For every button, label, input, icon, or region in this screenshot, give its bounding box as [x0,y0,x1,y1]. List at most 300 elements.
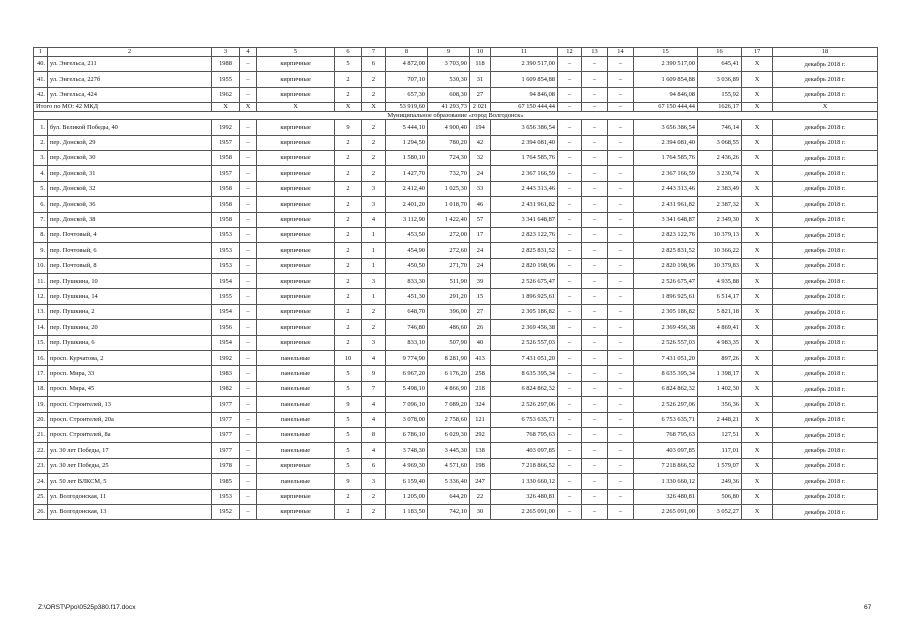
cell-c14: – [608,150,634,165]
cell-c16: 2 349,30 [698,212,742,227]
cell-cost: 1 764 585,76 [491,150,558,165]
cell-ent: 3 [362,335,386,350]
table-row [34,135,878,150]
cell-cost: 2 526 557,03 [491,335,558,350]
cell-mat: кирпичные [257,166,335,181]
cell-fl: 2 [335,135,362,150]
cell-c17: X [742,443,773,458]
cell-fl: 5 [335,366,362,381]
cell-c18: декабрь 2018 г. [773,366,878,381]
cell-c4: – [240,227,257,242]
cell-c17: X [742,412,773,427]
total-cell-c16: 1626,17 [698,103,742,112]
cell-res: 292 [470,427,491,442]
cell-c18: декабрь 2018 г. [773,181,878,196]
cell-c18: декабрь 2018 г. [773,458,878,473]
cell-n: 8. [34,227,48,242]
cell-fl: 2 [335,181,362,196]
cell-c12: – [558,412,582,427]
cell-c17: X [742,258,773,273]
cell-n: 2. [34,135,48,150]
cell-c4: – [240,489,257,504]
cell-year: 1954 [212,335,240,350]
table-row [34,366,878,381]
cell-res: 32 [470,150,491,165]
cell-mat: кирпичные [257,120,335,135]
table-row [34,489,878,504]
cell-c4: – [240,212,257,227]
cell-area: 1 183,50 [386,504,428,519]
cell-cost: 2 820 198,96 [491,258,558,273]
cell-c15: 1 609 854,88 [634,72,698,87]
cell-c17: X [742,150,773,165]
table-row [34,397,878,412]
cell-res: 138 [470,443,491,458]
cell-c16: 127,51 [698,427,742,442]
cell-year: 1958 [212,181,240,196]
cell-c12: – [558,381,582,396]
cell-mat: кирпичные [257,181,335,196]
cell-c4: – [240,504,257,519]
cell-res: 324 [470,397,491,412]
cell-n: 5. [34,181,48,196]
cell-cost: 2 369 456,38 [491,320,558,335]
cell-c4: – [240,366,257,381]
cell-c16: 3 230,74 [698,166,742,181]
cell-area: 7 096,10 [386,397,428,412]
cell-c18: декабрь 2018 г. [773,258,878,273]
table-row [34,181,878,196]
cell-area2: 644,20 [428,489,470,504]
cell-area2: 272,60 [428,243,470,258]
cell-area2: 724,30 [428,150,470,165]
cell-c17: X [742,166,773,181]
total-cell-c7: X [362,103,386,112]
table-row [34,443,878,458]
cell-area: 4 872,00 [386,57,428,72]
cell-addr: просп. Мира, 45 [48,381,212,396]
cell-addr: ул. Волгодонская, 13 [48,504,212,519]
cell-year: 1955 [212,289,240,304]
cell-year: 1983 [212,366,240,381]
cell-area: 6 159,40 [386,474,428,489]
column-number-1: 1 [34,48,48,57]
cell-n: 25. [34,489,48,504]
cell-c15: 7 431 051,20 [634,351,698,366]
cell-year: 1953 [212,227,240,242]
table-row [34,320,878,335]
cell-addr: пер. Пушкина, 10 [48,274,212,289]
cell-c14: – [608,181,634,196]
cell-c14: – [608,72,634,87]
cell-c14: – [608,397,634,412]
cell-fl: 2 [335,274,362,289]
cell-c16: 2 383,49 [698,181,742,196]
cell-mat: кирпичные [257,504,335,519]
cell-area: 3 112,90 [386,212,428,227]
cell-cost: 3 656 386,54 [491,120,558,135]
cell-c18: декабрь 2018 г. [773,443,878,458]
cell-fl: 10 [335,351,362,366]
cell-c15: 2 390 517,00 [634,57,698,72]
total-cell-c18: X [773,103,878,112]
cell-c4: – [240,243,257,258]
cell-c16: 3 052,27 [698,504,742,519]
cell-c13: – [582,443,608,458]
cell-c14: – [608,320,634,335]
cell-c4: – [240,72,257,87]
cell-area2: 271,70 [428,258,470,273]
cell-res: 31 [470,72,491,87]
cell-addr: просп. Мира, 33 [48,366,212,381]
cell-c4: – [240,166,257,181]
cell-c4: – [240,320,257,335]
cell-c12: – [558,504,582,519]
cell-c13: – [582,320,608,335]
total-cell-c14: – [608,103,634,112]
cell-mat: кирпичные [257,197,335,212]
table-row [34,120,878,135]
cell-addr: просп. Строителей, 13 [48,397,212,412]
cell-c12: – [558,458,582,473]
cell-year: 1955 [212,72,240,87]
cell-area: 454,90 [386,243,428,258]
cell-c12: – [558,289,582,304]
cell-n: 4. [34,166,48,181]
cell-c13: – [582,120,608,135]
cell-cost: 768 795,63 [491,427,558,442]
cell-area: 1 294,50 [386,135,428,150]
cell-year: 1954 [212,274,240,289]
cell-c14: – [608,489,634,504]
cell-cost: 2 394 081,40 [491,135,558,150]
cell-c14: – [608,258,634,273]
cell-c18: декабрь 2018 г. [773,320,878,335]
cell-c18: декабрь 2018 г. [773,57,878,72]
cell-area2: 396,00 [428,304,470,319]
cell-fl: 5 [335,412,362,427]
total-cell-c17: X [742,103,773,112]
cell-ent: 3 [362,197,386,212]
cell-year: 1958 [212,197,240,212]
cell-c13: – [582,381,608,396]
cell-c13: – [582,197,608,212]
cell-fl: 9 [335,397,362,412]
cell-ent: 6 [362,458,386,473]
total-cell-c13: – [582,103,608,112]
cell-c18: декабрь 2018 г. [773,412,878,427]
cell-res: 24 [470,243,491,258]
cell-c13: – [582,289,608,304]
cell-c18: декабрь 2018 г. [773,135,878,150]
cell-addr: бул. Великой Победы, 40 [48,120,212,135]
cell-n: 19. [34,397,48,412]
cell-area: 833,10 [386,335,428,350]
table-row [34,381,878,396]
cell-c17: X [742,197,773,212]
cell-c12: – [558,443,582,458]
cell-c13: – [582,212,608,227]
total-cell-c3: X [212,103,240,112]
cell-cost: 7 431 051,20 [491,351,558,366]
cell-area2: 6 029,30 [428,427,470,442]
cell-area2: 291,20 [428,289,470,304]
cell-c16: 5 821,18 [698,304,742,319]
cell-res: 39 [470,274,491,289]
cell-c4: – [240,274,257,289]
cell-res: 413 [470,351,491,366]
table-row [34,351,878,366]
cell-c14: – [608,57,634,72]
cell-c16: 2 387,32 [698,197,742,212]
cell-fl: 2 [335,87,362,102]
cell-year: 1985 [212,474,240,489]
cell-c4: – [240,427,257,442]
cell-cost: 1 896 925,61 [491,289,558,304]
cell-c16: 2 448,21 [698,412,742,427]
table-row [34,474,878,489]
cell-c15: 2 443 313,46 [634,181,698,196]
cell-fl: 9 [335,120,362,135]
cell-mat: кирпичные [257,335,335,350]
cell-c4: – [240,258,257,273]
cell-c13: – [582,87,608,102]
cell-area2: 4 866,90 [428,381,470,396]
cell-c12: – [558,351,582,366]
cell-area: 453,50 [386,227,428,242]
table-row [34,72,878,87]
cell-c16: 746,14 [698,120,742,135]
cell-c12: – [558,258,582,273]
cell-c18: декабрь 2018 г. [773,227,878,242]
cell-area2: 6 176,20 [428,366,470,381]
cell-c12: – [558,397,582,412]
cell-cost: 2 390 517,00 [491,57,558,72]
cell-c14: – [608,304,634,319]
cell-n: 21. [34,427,48,442]
cell-c15: 94 846,08 [634,87,698,102]
cell-area2: 272,00 [428,227,470,242]
cell-cost: 94 846,08 [491,87,558,102]
cell-area2: 7 089,20 [428,397,470,412]
cell-c13: – [582,181,608,196]
cell-c4: – [240,443,257,458]
cell-res: 40 [470,335,491,350]
cell-res: 46 [470,197,491,212]
section-row [34,111,878,120]
column-number-6: 6 [335,48,362,57]
cell-c18: декабрь 2018 г. [773,474,878,489]
cell-c15: 326 480,81 [634,489,698,504]
cell-c12: – [558,212,582,227]
cell-c18: декабрь 2018 г. [773,150,878,165]
cell-fl: 2 [335,504,362,519]
cell-area2: 2 758,60 [428,412,470,427]
cell-c15: 3 656 386,54 [634,120,698,135]
total-cell-c5: X [257,103,335,112]
table-row [34,304,878,319]
cell-c16: 6 514,17 [698,289,742,304]
column-number-4: 4 [240,48,257,57]
total-cell-res: 2 021 [470,103,491,112]
table-row [34,243,878,258]
cell-area: 6 786,10 [386,427,428,442]
cell-ent: 4 [362,412,386,427]
total-cell-c6: X [335,103,362,112]
cell-ent: 4 [362,351,386,366]
cell-c13: – [582,458,608,473]
document-table-area [33,47,877,520]
cell-year: 1977 [212,443,240,458]
table-row [34,166,878,181]
cell-year: 1962 [212,87,240,102]
cell-res: 198 [470,458,491,473]
cell-ent: 4 [362,212,386,227]
cell-c4: – [240,381,257,396]
cell-res: 27 [470,304,491,319]
footer-file-path: Z:\ORST\Ppo\0525p380.f17.docx [38,604,136,611]
cell-c13: – [582,504,608,519]
cell-c16: 155,92 [698,87,742,102]
cell-c15: 2 394 081,40 [634,135,698,150]
total-cell-area: 53 919,60 [386,103,428,112]
cell-c13: – [582,243,608,258]
cell-res: 15 [470,289,491,304]
column-number-7: 7 [362,48,386,57]
cell-addr: просп. Строителей, 8а [48,427,212,442]
cell-area2: 780,20 [428,135,470,150]
cell-c17: X [742,289,773,304]
cell-c18: декабрь 2018 г. [773,381,878,396]
cell-mat: панельные [257,351,335,366]
cell-n: 15. [34,335,48,350]
cell-area: 657,30 [386,87,428,102]
cell-ent: 2 [362,72,386,87]
cell-res: 22 [470,489,491,504]
cell-area2: 8 281,90 [428,351,470,366]
cell-year: 1992 [212,120,240,135]
cell-c13: – [582,351,608,366]
total-cell-c4: X [240,103,257,112]
cell-fl: 2 [335,197,362,212]
cell-area: 9 774,90 [386,351,428,366]
column-number-5: 5 [257,48,335,57]
cell-c17: X [742,504,773,519]
cell-c13: – [582,57,608,72]
table-row [34,335,878,350]
cell-c15: 2 431 961,82 [634,197,698,212]
table-header-row [34,48,878,57]
cell-c16: 645,41 [698,57,742,72]
cell-addr: пер. Донской, 36 [48,197,212,212]
cell-c15: 1 764 585,76 [634,150,698,165]
cell-area2: 4 900,40 [428,120,470,135]
cell-cost: 1 609 854,88 [491,72,558,87]
cell-c12: – [558,366,582,381]
cell-mat: кирпичные [257,227,335,242]
cell-c15: 768 795,63 [634,427,698,442]
cell-c15: 7 218 866,52 [634,458,698,473]
cell-res: 57 [470,212,491,227]
cell-fl: 2 [335,166,362,181]
cell-addr: пер. Донской, 29 [48,135,212,150]
cell-c17: X [742,181,773,196]
cell-res: 218 [470,381,491,396]
cell-addr: ул. Энгельса, 227б [48,72,212,87]
cell-c14: – [608,366,634,381]
cell-addr: пер. Пушкина, 6 [48,335,212,350]
cell-c16: 1 579,07 [698,458,742,473]
cell-area2: 742,10 [428,504,470,519]
cell-n: 1. [34,120,48,135]
cell-n: 18. [34,381,48,396]
cell-c14: – [608,120,634,135]
column-number-11: 11 [491,48,558,57]
cell-c14: – [608,289,634,304]
cell-n: 3. [34,150,48,165]
cell-c14: – [608,135,634,150]
cell-area2: 732,70 [428,166,470,181]
cell-area2: 3 445,30 [428,443,470,458]
cell-c15: 6 824 862,32 [634,381,698,396]
cell-cost: 2 526 675,47 [491,274,558,289]
cell-ent: 1 [362,243,386,258]
table-row [34,289,878,304]
cell-c14: – [608,87,634,102]
cell-c15: 2 526 675,47 [634,274,698,289]
cell-c4: – [240,474,257,489]
cell-c12: – [558,335,582,350]
cell-cost: 403 097,85 [491,443,558,458]
cell-fl: 5 [335,458,362,473]
cell-ent: 8 [362,427,386,442]
total-label: Итого по МО: 42 МКД [34,103,212,112]
cell-c18: декабрь 2018 г. [773,427,878,442]
column-number-16: 16 [698,48,742,57]
table-row [34,427,878,442]
cell-c16: 1 402,30 [698,381,742,396]
table-row [34,412,878,427]
cell-area: 2 401,20 [386,197,428,212]
cell-c12: – [558,474,582,489]
cell-res: 121 [470,412,491,427]
cell-mat: кирпичные [257,87,335,102]
cell-cost: 6 824 862,32 [491,381,558,396]
cell-c18: декабрь 2018 г. [773,304,878,319]
cell-c4: – [240,335,257,350]
cell-c17: X [742,72,773,87]
cell-n: 40. [34,57,48,72]
cell-fl: 2 [335,489,362,504]
cell-c16: 506,80 [698,489,742,504]
cell-res: 30 [470,504,491,519]
cell-ent: 9 [362,366,386,381]
cell-c17: X [742,335,773,350]
table-row [34,87,878,102]
cell-c15: 2 367 166,59 [634,166,698,181]
cell-c12: – [558,197,582,212]
cell-cost: 1 330 660,12 [491,474,558,489]
cell-c14: – [608,227,634,242]
cell-area2: 486,60 [428,320,470,335]
column-number-3: 3 [212,48,240,57]
cell-c16: 249,36 [698,474,742,489]
cell-fl: 2 [335,227,362,242]
cell-ent: 2 [362,489,386,504]
cell-c16: 4 983,35 [698,335,742,350]
cell-c14: – [608,166,634,181]
cell-c18: декабрь 2018 г. [773,120,878,135]
